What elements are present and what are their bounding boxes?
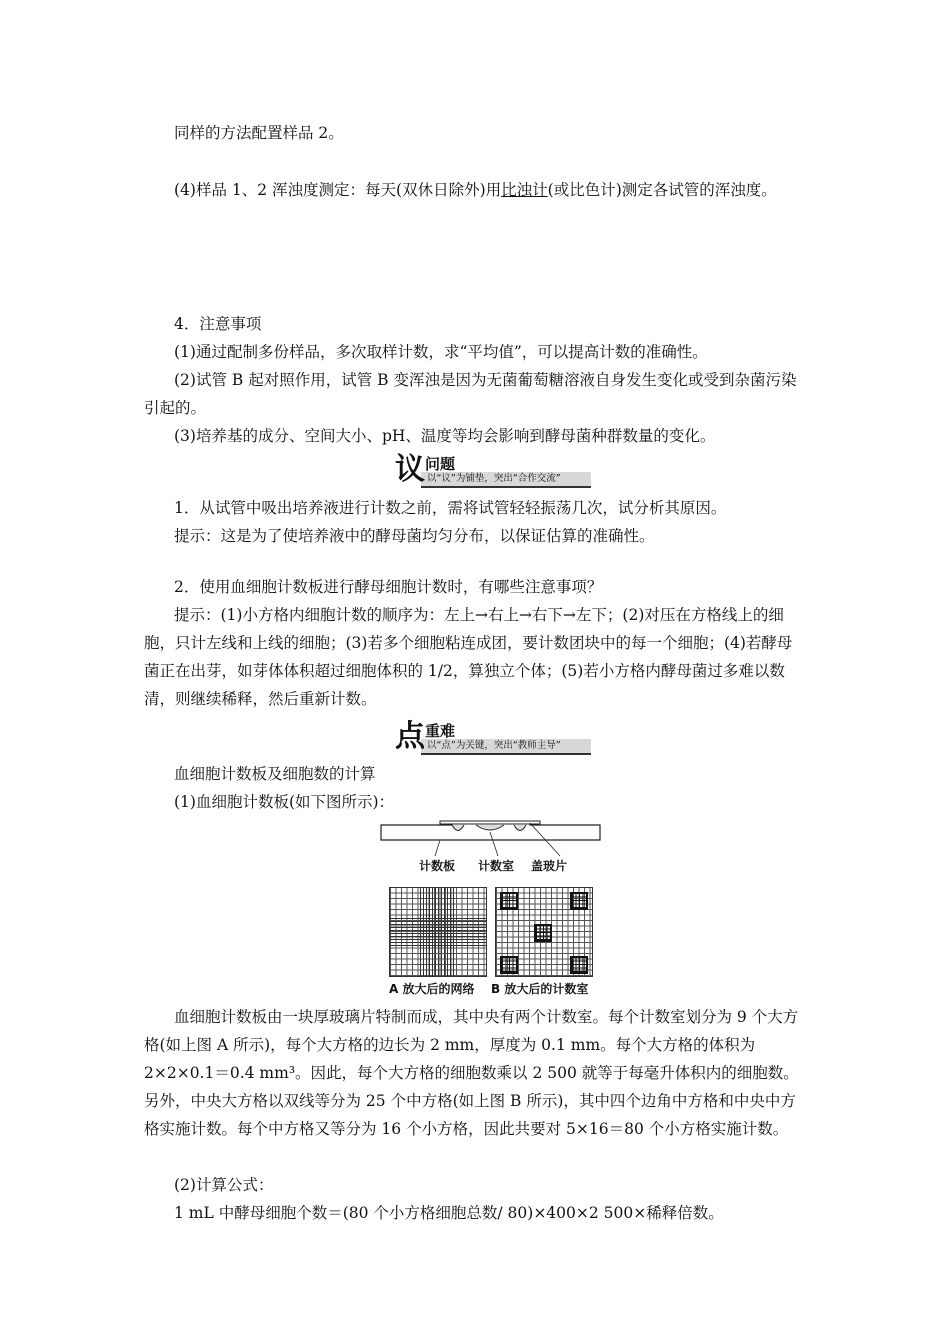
grid-a-middle-band: [390, 918, 486, 946]
label-counting-chamber: 计数室: [478, 859, 515, 873]
label-counting-board: 计数板: [419, 859, 456, 873]
label-cover-slip: 盖玻片: [531, 859, 568, 873]
banner-title: 问题: [425, 455, 456, 473]
note-3: (3)培养基的成分、空间大小、pH、温度等均会影响到酵母菌种群数量的变化。: [174, 427, 716, 445]
counting-board-paragraph: 血细胞计数板由一块厚玻璃片特制而成，其中央有两个计数室。每个计数室划分为 9 个大方格(如上图 A 所示)，每个大方格的边长为 2 mm，厚度为 0.1 mm。每个大方格的体积为 2×2×0.1＝0.4 mm³。因此，每个大方格的细胞数乘以 2 500 就等于每毫升体积内的细胞数。另外，中央大方格以双线等分为 25 个中方格(如上图 B 所示)，其中四个边角中方格和中央中方格实施计数。每个中方格又等分为 16 个小方格，因此共要对 5×16＝80 个小方格实施计数。: [144, 1008, 799, 1138]
answer-1: 提示：这是为了使培养液中的酵母菌均匀分布，以保证估算的准确性。: [174, 527, 655, 545]
section-title: 血细胞计数板及细胞数的计算: [174, 765, 376, 783]
note-2: (2)试管 B 起对照作用，试管 B 变浑浊是因为无菌葡萄糖溶液自身发生变化或受到杂菌污染引起的。: [144, 371, 797, 417]
item-4-text-end: (或比色计)测定各试管的浑浊度。: [547, 181, 777, 199]
item-4-text: (4)样品 1、2 浑浊度测定：每天(双休日除外)用: [174, 181, 502, 199]
counted-square-center: [534, 924, 552, 942]
grid-b-image: [495, 887, 593, 977]
counted-square-bottom-left: [500, 956, 518, 974]
question-2: 2．使用血细胞计数板进行酵母细胞计数时，有哪些注意事项？: [174, 578, 603, 596]
question-1: 1．从试管中吸出培养液进行计数之前，需将试管轻轻振荡几次，试分析其原因。: [174, 499, 727, 517]
item-4-paragraph: [144, 176, 804, 204]
banner-big-char: 点: [395, 719, 425, 754]
caption-b: B 放大后的计数室: [491, 982, 589, 996]
formula-line: 1 mL 中酵母细胞个数＝(80 个小方格细胞总数/ 80)×400×2 500×稀释倍数。: [174, 1204, 724, 1222]
discussion-banner: [395, 452, 595, 489]
caption-a: A 放大后的网络: [389, 982, 475, 996]
text-line: 同样的方法配置样品 2。: [174, 124, 344, 142]
answer-2: 提示：(1)小方格内细胞计数的顺序为：左上→右上→右下→左下；(2)对压在方格线上的细胞，只计左线和上线的细胞；(3)若多个细胞粘连成团，要计数团块中的每一个细胞；(4)若酵母菌正在出芽，如芽体体积超过细胞体积的 1/2，算独立个体；(5)若小方格内酵母菌过多难以数清，则继续稀释，然后重新计数。: [144, 606, 793, 708]
note-1: (1)通过配制多份样品，多次取样计数，求“平均值”，可以提高计数的准确性。: [174, 343, 708, 361]
section-sub-1: (1)血细胞计数板(如下图所示)：: [174, 793, 395, 811]
banner-subtitle: 以“点”为关键，突出“教师主导”: [427, 740, 561, 751]
counting-board-diagram: [380, 818, 602, 858]
key-points-banner: [395, 719, 595, 756]
banner-big-char: 议: [395, 452, 425, 487]
counted-square-top-left: [500, 892, 518, 910]
counted-square-top-right: [570, 892, 588, 910]
grid-a-image: [389, 887, 487, 977]
banner-title: 重难: [425, 722, 456, 740]
counted-square-bottom-right: [570, 956, 588, 974]
underlined-term: 比浊计: [501, 181, 548, 199]
section-sub-2: (2)计算公式：: [174, 1176, 274, 1194]
banner-subtitle: 以“议”为铺垫，突出“合作交流”: [427, 473, 561, 484]
notes-heading: 4．注意事项: [174, 315, 262, 333]
